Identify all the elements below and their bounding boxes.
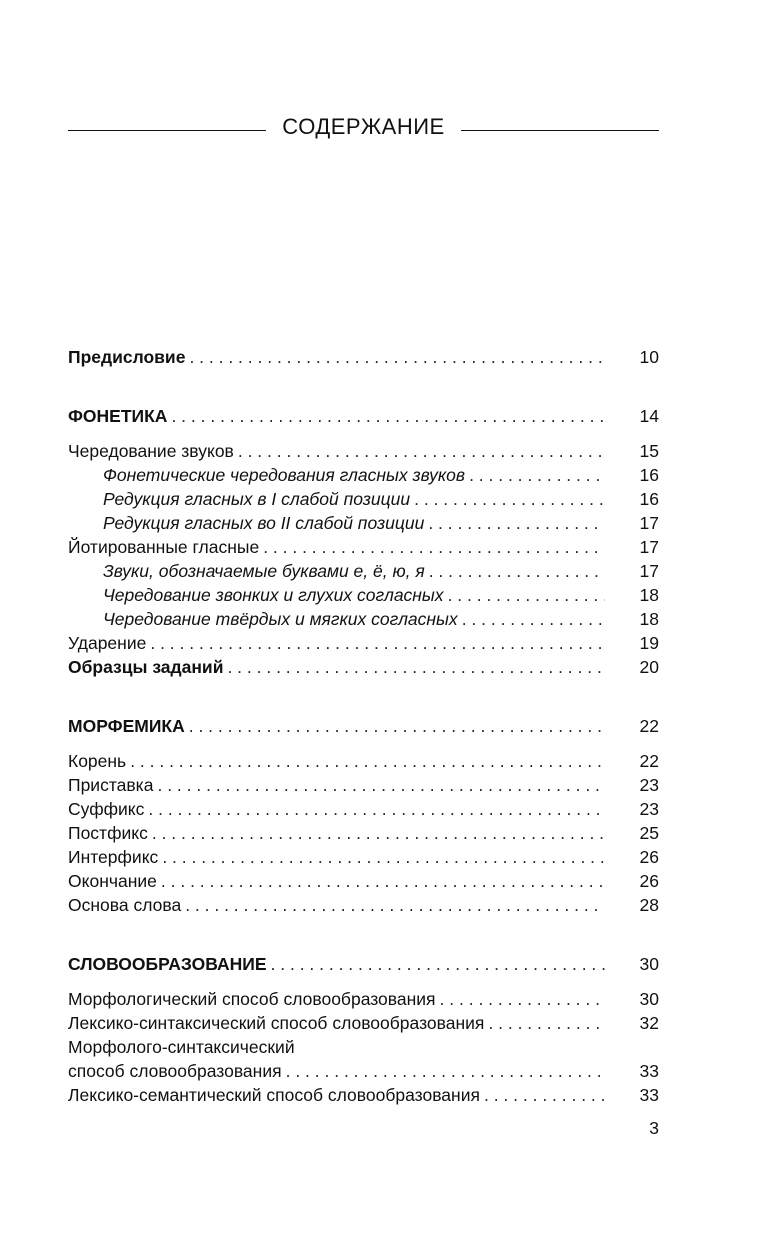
toc-entry-page: 18 — [639, 585, 659, 605]
toc-entry-page: 33 — [639, 1061, 659, 1081]
toc-entry-label: Чередование звуков — [68, 441, 234, 461]
toc-entry-page: 14 — [639, 406, 659, 426]
toc-leader-dots — [161, 869, 605, 893]
toc-entry[interactable] — [68, 797, 659, 821]
toc-leader-dots — [157, 773, 605, 797]
toc-entry-page: 30 — [639, 954, 659, 974]
toc-entry[interactable] — [68, 535, 659, 559]
toc-entry-label: Постфикс — [68, 823, 148, 843]
heading-rule-left — [68, 130, 266, 131]
toc-entry-label: СЛОВООБРАЗОВАНИЕ — [68, 954, 267, 974]
toc-entry[interactable] — [68, 1035, 659, 1059]
toc-entry-label: способ словообразования — [68, 1061, 282, 1081]
toc-entry[interactable] — [68, 1083, 659, 1107]
toc-leader-dots — [484, 1083, 605, 1107]
toc-entry-page: 23 — [639, 799, 659, 819]
toc-leader-dots — [171, 404, 605, 428]
toc-entry-page: 18 — [639, 609, 659, 629]
toc-entry-page: 15 — [639, 441, 659, 461]
toc-leader-dots — [448, 583, 605, 607]
toc-entry-label: Фонетические чередования гласных звуков — [103, 465, 466, 485]
section-gap — [68, 369, 659, 404]
toc-entry[interactable] — [68, 987, 659, 1011]
toc-entry[interactable] — [68, 869, 659, 893]
toc-entry-page: 32 — [639, 1013, 659, 1033]
toc-entry-label: Образцы заданий — [68, 657, 224, 677]
toc-leader-dots — [150, 631, 605, 655]
toc-entry-page: 10 — [639, 347, 659, 367]
entry-gap — [68, 428, 659, 439]
toc-leader-dots — [162, 845, 605, 869]
page-title: СОДЕРЖАНИЕ — [282, 114, 445, 139]
toc-entry-label: МОРФЕМИКА — [68, 716, 185, 736]
toc-entry[interactable] — [68, 714, 659, 738]
toc-leader-dots — [189, 714, 605, 738]
toc-entry-page: 17 — [639, 561, 659, 581]
toc-entry[interactable] — [68, 404, 659, 428]
toc-entry-label: Корень — [68, 751, 127, 771]
toc-leader-dots — [488, 1011, 605, 1035]
entry-gap — [68, 976, 659, 987]
toc-entry-page: 16 — [639, 465, 659, 485]
toc-entry-page: 17 — [639, 513, 659, 533]
toc-entry[interactable] — [68, 1059, 659, 1083]
toc-leader-dots — [428, 511, 605, 535]
toc-entry-label: Лексико-семантический способ словообразования — [68, 1085, 480, 1105]
toc-entry[interactable] — [68, 607, 659, 631]
toc-entry-label: Редукция гласных во II слабой позиции — [103, 513, 425, 533]
toc-entry[interactable] — [68, 655, 659, 679]
toc-entry-label: Звуки, обозначаемые буквами е, ё, ю, я — [103, 561, 425, 581]
entry-gap — [68, 738, 659, 749]
toc-entry[interactable] — [68, 845, 659, 869]
toc-entry-label: Окончание — [68, 871, 157, 891]
toc-entry-page: 33 — [639, 1085, 659, 1105]
toc-leader-dots — [414, 487, 605, 511]
toc-entry-label: Морфологический способ словообразования — [68, 989, 436, 1009]
toc-entry-page: 23 — [639, 775, 659, 795]
toc-leader-dots — [286, 1059, 605, 1083]
toc-leader-dots — [148, 797, 605, 821]
toc-entry-label: Предисловие — [68, 347, 186, 367]
section-gap — [68, 917, 659, 952]
heading-rule-right — [461, 130, 659, 131]
toc-entry[interactable] — [68, 487, 659, 511]
toc-entry[interactable] — [68, 893, 659, 917]
toc-entry-page: 28 — [639, 895, 659, 915]
page-number: 3 — [649, 1118, 659, 1138]
toc-entry-page: 26 — [639, 871, 659, 891]
toc-entry-page: 26 — [639, 847, 659, 867]
toc-entry-page: 17 — [639, 537, 659, 557]
toc-entry-page: 30 — [639, 989, 659, 1009]
toc-entry[interactable] — [68, 511, 659, 535]
toc-entry[interactable] — [68, 1011, 659, 1035]
table-of-contents — [68, 345, 659, 1107]
toc-entry[interactable] — [68, 439, 659, 463]
toc-entry-page: 22 — [639, 716, 659, 736]
toc-leader-dots — [152, 821, 605, 845]
toc-leader-dots — [189, 345, 605, 369]
toc-leader-dots — [263, 535, 605, 559]
toc-entry[interactable] — [68, 952, 659, 976]
toc-entry-page: 25 — [639, 823, 659, 843]
toc-entry-page: 20 — [639, 657, 659, 677]
toc-entry-label: Основа слова — [68, 895, 182, 915]
toc-leader-dots — [462, 607, 605, 631]
toc-entry-label: ФОНЕТИКА — [68, 406, 168, 426]
toc-entry-label: Интерфикс — [68, 847, 159, 867]
toc-entry-label: Редукция гласных в I слабой позиции — [103, 489, 411, 509]
section-gap — [68, 679, 659, 714]
toc-leader-dots — [429, 559, 605, 583]
toc-leader-dots — [227, 655, 605, 679]
contents-heading — [68, 112, 659, 142]
toc-entry-label: Чередование твёрдых и мягких согласных — [103, 609, 458, 629]
toc-entry-page: 16 — [639, 489, 659, 509]
toc-leader-dots — [130, 749, 605, 773]
toc-entry[interactable] — [68, 559, 659, 583]
toc-entry-page: 19 — [639, 633, 659, 653]
toc-leader-dots — [440, 987, 605, 1011]
toc-entry[interactable] — [68, 631, 659, 655]
toc-entry[interactable] — [68, 583, 659, 607]
toc-entry[interactable] — [68, 463, 659, 487]
toc-entry-label: Ударение — [68, 633, 147, 653]
toc-entry-page: 22 — [639, 751, 659, 771]
toc-leader-dots — [238, 439, 605, 463]
toc-entry[interactable] — [68, 345, 659, 369]
toc-leader-dots — [185, 893, 605, 917]
toc-entry-label: Чередование звонких и глухих согласных — [103, 585, 444, 605]
toc-leader-dots — [271, 952, 605, 976]
toc-entry[interactable] — [68, 749, 659, 773]
toc-entry[interactable] — [68, 821, 659, 845]
toc-entry-label: Лексико-синтаксический способ словообразования — [68, 1013, 485, 1033]
toc-leader-dots — [469, 463, 605, 487]
toc-entry-label: Суффикс — [68, 799, 145, 819]
toc-entry-label: Приставка — [68, 775, 154, 795]
toc-entry-label: Йотированные гласные — [68, 537, 260, 557]
toc-entry[interactable] — [68, 773, 659, 797]
toc-entry-label: Морфолого-синтаксический — [68, 1037, 295, 1057]
